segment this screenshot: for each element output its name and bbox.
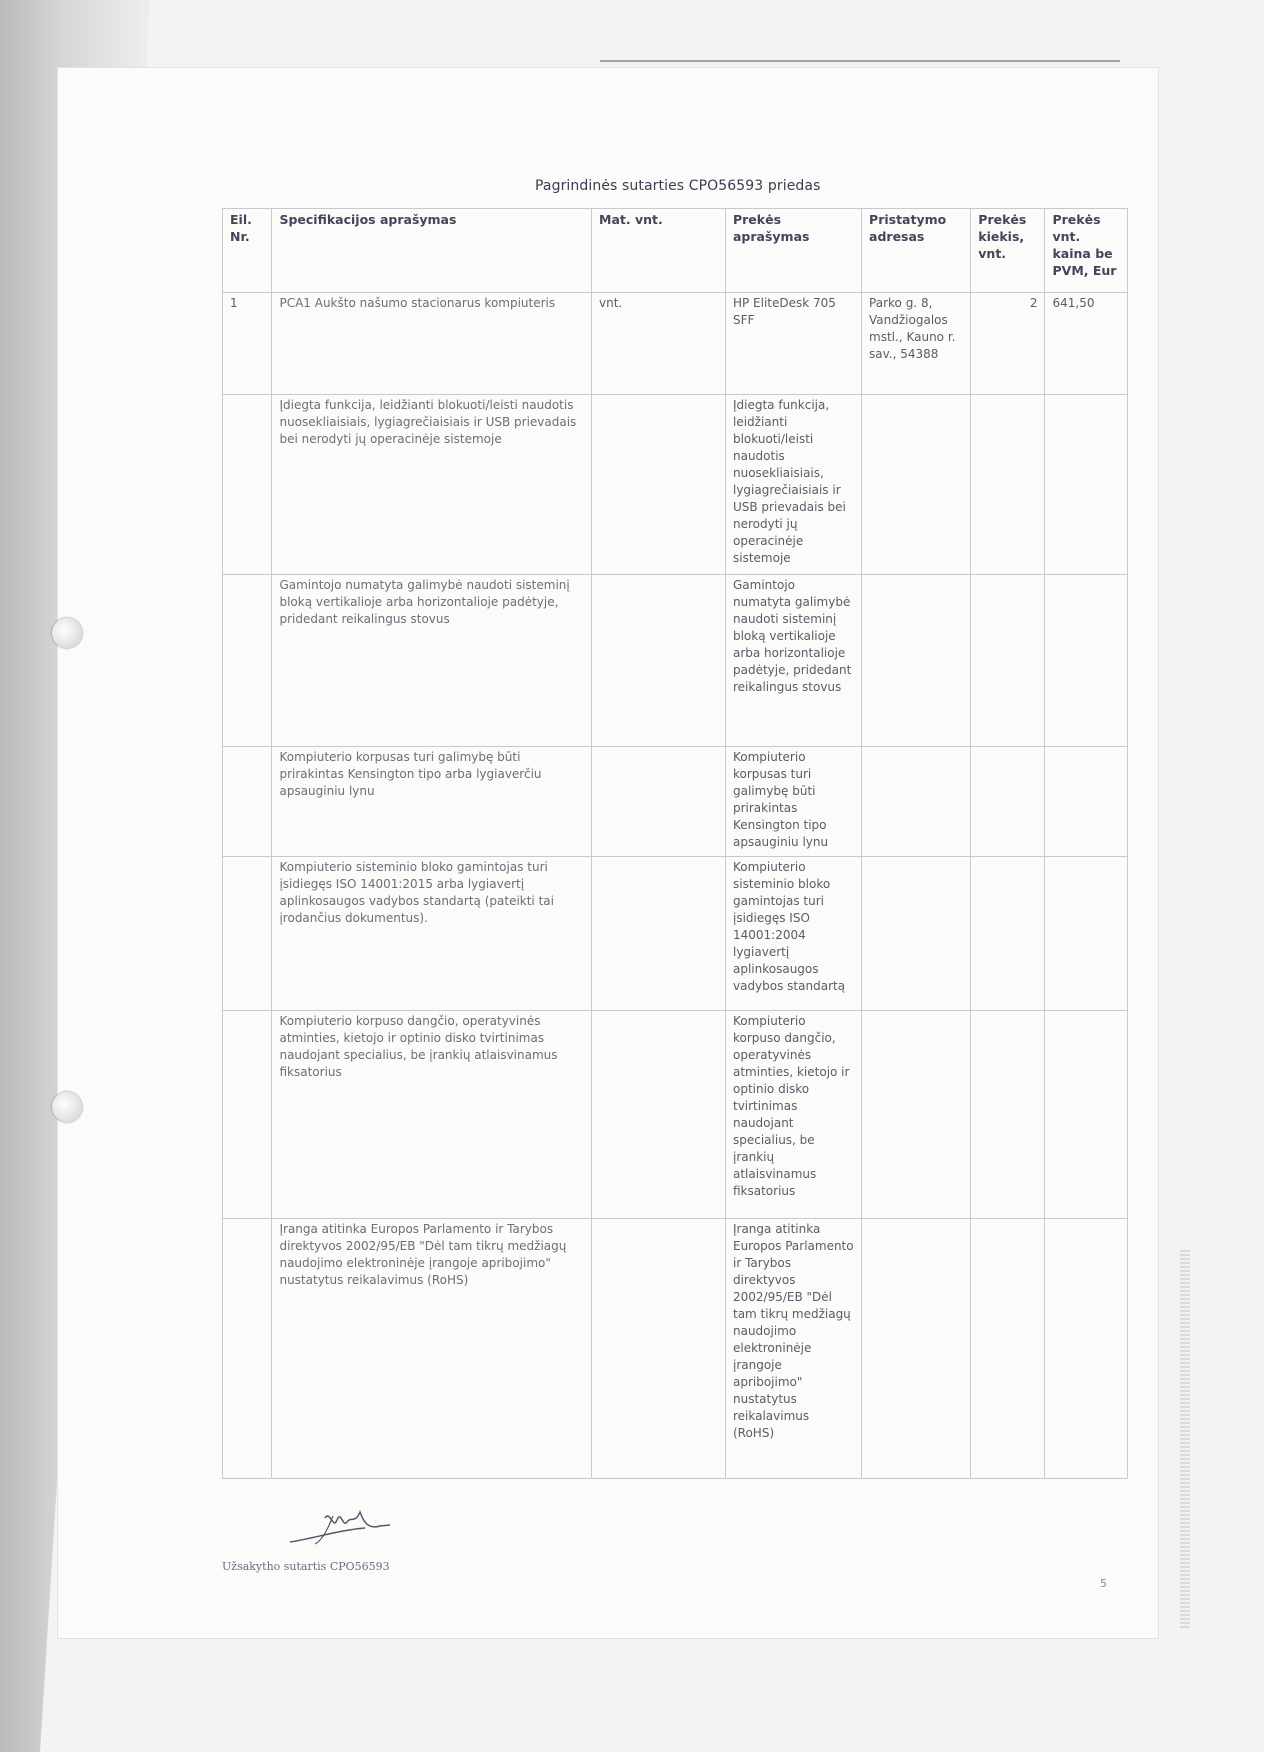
table-row (223, 1011, 1128, 1219)
cell-nr (223, 1011, 272, 1219)
header-unit: Mat. vnt. (592, 209, 726, 293)
header-nr: Eil. Nr. (223, 209, 272, 293)
cell-product: Kompiuterio korpuso dangčio, operatyvinės atminties, kietojo ir optinio disko tvirtinimas naudojant specialius, be įrankių atlaisvinamus fiksatorius (725, 1011, 861, 1219)
table-row (223, 395, 1128, 575)
cell-nr (223, 395, 272, 575)
cell-address (862, 747, 971, 857)
page-stack-edge (1180, 1250, 1190, 1630)
cell-qty (971, 395, 1045, 575)
cell-qty (971, 1011, 1045, 1219)
cell-nr (223, 747, 272, 857)
cell-address: Parko g. 8, Vandžiogalos mstl., Kauno r. sav., 54388 (862, 293, 971, 395)
cell-address (862, 1011, 971, 1219)
cell-unit (592, 1219, 726, 1479)
header-spec: Specifikacijos aprašymas (272, 209, 592, 293)
cell-nr (223, 575, 272, 747)
cell-qty (971, 857, 1045, 1011)
footer-contract: Užsakytho sutartis CPO56593 (222, 1560, 390, 1573)
cell-spec: Įdiegta funkcija, leidžianti blokuoti/leisti naudotis nuosekliaisiais, lygiagrečiaisiais ir USB prievadais bei nerodyti jų operacinėje sistemoje (272, 395, 592, 575)
cell-unit (592, 1011, 726, 1219)
cell-address (862, 1219, 971, 1479)
cell-spec: Kompiuterio korpusas turi galimybę būti prirakintas Kensington tipo arba lygiaverčiu apsauginiu lynu (272, 747, 592, 857)
cell-address (862, 575, 971, 747)
cell-price: 641,50 (1045, 293, 1128, 395)
cell-qty (971, 747, 1045, 857)
punch-hole (52, 1092, 82, 1122)
header-product: Prekės aprašymas (725, 209, 861, 293)
cell-unit: vnt. (592, 293, 726, 395)
specification-table (222, 208, 1128, 1479)
cell-product: HP EliteDesk 705 SFF (725, 293, 861, 395)
cell-price (1045, 747, 1128, 857)
cell-product: Gamintojo numatyta galimybė naudoti sisteminį bloką vertikalioje arba horizontalioje padėtyje, pridedant reikalingus stovus (725, 575, 861, 747)
cell-unit (592, 857, 726, 1011)
cell-price (1045, 857, 1128, 1011)
cell-spec: Kompiuterio korpuso dangčio, operatyvinės atminties, kietojo ir optinio disko tvirtinimas naudojant specialius, be įrankių atlaisvinamus fiksatorius (272, 1011, 592, 1219)
header-address: Pristatymo adresas (862, 209, 971, 293)
cell-unit (592, 747, 726, 857)
cell-qty (971, 575, 1045, 747)
table-row (223, 1219, 1128, 1479)
cell-unit (592, 575, 726, 747)
cell-product: Įranga atitinka Europos Parlamento ir Tarybos direktyvos 2002/95/EB "Dėl tam tikrų medžiagų naudojimo elektroninėje įrangoje apribojimo" nustatytus reikalavimus (RoHS) (725, 1219, 861, 1479)
cell-address (862, 395, 971, 575)
cell-product: Įdiegta funkcija, leidžianti blokuoti/leisti naudotis nuosekliaisiais, lygiagrečiaisiais ir USB prievadais bei nerodyti jų operacinėje sistemoje (725, 395, 861, 575)
cell-price (1045, 1011, 1128, 1219)
cell-address (862, 857, 971, 1011)
cell-product: Kompiuterio korpusas turi galimybę būti prirakintas Kensington tipo apsauginiu lynu (725, 747, 861, 857)
cell-price (1045, 395, 1128, 575)
cell-qty (971, 1219, 1045, 1479)
page-number: 5 (1100, 1577, 1107, 1590)
cell-unit (592, 395, 726, 575)
cell-spec: PCA1 Aukšto našumo stacionarus kompiuteris (272, 293, 592, 395)
table-header-row (223, 209, 1128, 293)
cell-nr (223, 1219, 272, 1479)
table-row (223, 857, 1128, 1011)
cell-spec: Įranga atitinka Europos Parlamento ir Tarybos direktyvos 2002/95/EB "Dėl tam tikrų medžiagų naudojimo elektroninėje įrangoje apribojimo" nustatytus reikalavimus (RoHS) (272, 1219, 592, 1479)
table-row (223, 575, 1128, 747)
cell-price (1045, 575, 1128, 747)
page-top-edge (600, 60, 1120, 62)
punch-hole (52, 618, 82, 648)
cell-qty: 2 (971, 293, 1045, 395)
header-qty: Prekės kiekis, vnt. (971, 209, 1045, 293)
cell-product: Kompiuterio sisteminio bloko gamintojas turi įsidiegęs ISO 14001:2004 lygiavertį aplinkosaugos vadybos standartą (725, 857, 861, 1011)
handwritten-signature (285, 1500, 395, 1555)
table-row (223, 747, 1128, 857)
cell-nr: 1 (223, 293, 272, 395)
table-row (223, 293, 1128, 395)
cell-nr (223, 857, 272, 1011)
cell-spec: Kompiuterio sisteminio bloko gamintojas turi įsidiegęs ISO 14001:2015 arba lygiavertį aplinkosaugos vadybos standartą (pateikti tai įrodančius dokumentus). (272, 857, 592, 1011)
cell-price (1045, 1219, 1128, 1479)
header-price: Prekės vnt. kaina be PVM, Eur (1045, 209, 1128, 293)
document-title: Pagrindinės sutarties CPO56593 priedas (535, 178, 821, 194)
cell-spec: Gamintojo numatyta galimybė naudoti sisteminį bloką vertikalioje arba horizontalioje padėtyje, pridedant reikalingus stovus (272, 575, 592, 747)
